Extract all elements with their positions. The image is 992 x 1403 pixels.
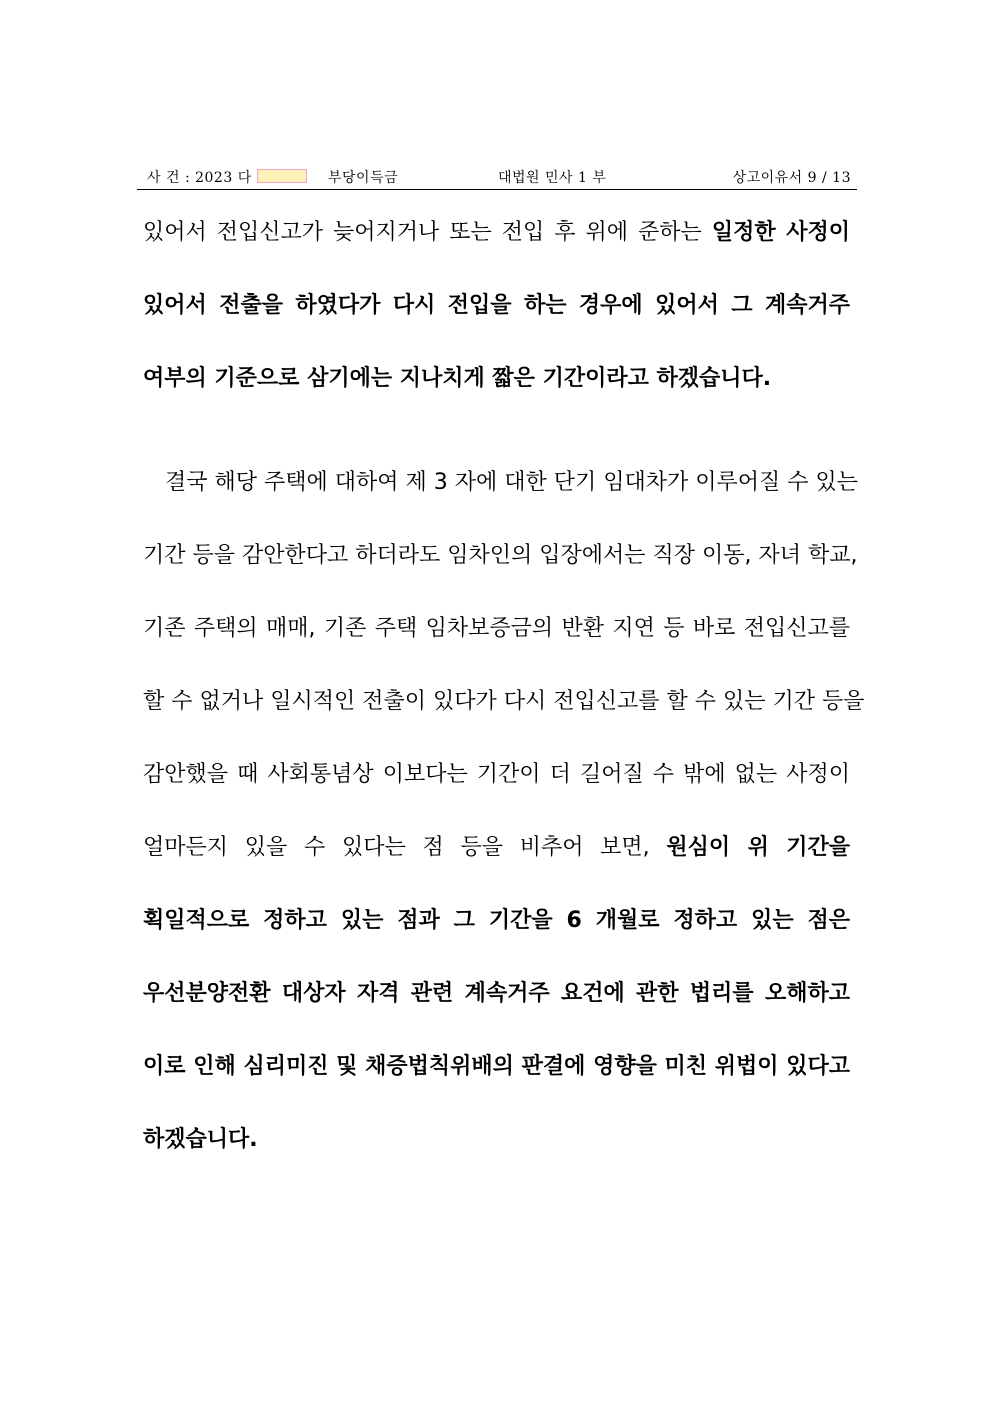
text-run: 기존 주택의 매매, 기존 주택 임차보증금의 반환 지연 등 바로 전입신고를	[143, 616, 850, 641]
paragraph-1-line-1	[143, 218, 850, 248]
paragraph-2-line-1	[143, 468, 858, 498]
text-run: 결국 해당 주택에 대하여 제 3 자에 대한 단기 임대차가 이루어질 수 있는	[165, 470, 858, 495]
paragraph-2-line-3	[143, 614, 850, 644]
paragraph-1-line-3	[143, 364, 850, 394]
bold-text-run: 하겠습니다.	[143, 1127, 258, 1152]
bold-text-run: 이로 인해 심리미진 및 채증법칙위배의 판결에 영향을 미친 위법이 있다고	[143, 1054, 850, 1079]
paragraph-2-line-2	[143, 541, 858, 571]
paragraph-2-line-5	[143, 760, 850, 790]
redacted-case-number	[257, 169, 307, 183]
text-run: 기간 등을 감안한다고 하더라도 임차인의 입장에서는 직장 이동, 자녀 학교,	[143, 543, 858, 568]
paragraph-2-line-8	[143, 979, 850, 1009]
text-run: 감안했을 때 사회통념상 이보다는 기간이 더 길어질 수 밖에 없는 사정이	[143, 762, 850, 787]
bold-text-run: 우선분양전환 대상자 자격 관련 계속거주 요건에 관한 법리를 오해하고	[143, 981, 850, 1006]
text-run: 있어서 전입신고가 늦어지거나 또는 전입 후 위에 준하는	[143, 220, 712, 245]
paragraph-2-line-4	[143, 687, 865, 717]
bold-text-run: 있어서 전출을 하였다가 다시 전입을 하는 경우에 있어서 그 계속거주	[143, 293, 850, 318]
court-name: 대법원 민사 1 부	[498, 170, 607, 186]
bold-text-run: 여부의 기준으로 삼기에는 지나치게 짧은 기간이라고 하겠습니다.	[143, 366, 772, 391]
case-number-label: 사 건 : 2023 다	[147, 170, 252, 186]
paragraph-2-line-10	[143, 1125, 850, 1155]
bold-text-run: 획일적으로 정하고 있는 점과 그 기간을 6 개월로 정하고 있는 점은	[143, 908, 850, 933]
document-page-indicator: 상고이유서 9 / 13	[732, 170, 851, 186]
bold-text-run: 원심이 위 기간을	[666, 835, 850, 860]
text-run: 할 수 없거나 일시적인 전출이 있다가 다시 전입신고를 할 수 있는 기간 등을	[143, 689, 865, 714]
bold-text-run: 일정한 사정이	[711, 220, 850, 245]
case-name: 부당이득금	[328, 170, 399, 186]
page-header	[137, 163, 857, 190]
paragraph-2-line-9	[143, 1052, 850, 1082]
text-run: 얼마든지 있을 수 있다는 점 등을 비추어 보면,	[143, 835, 667, 860]
paragraph-2-line-7	[143, 906, 850, 936]
paragraph-2-line-6	[143, 833, 850, 863]
paragraph-1-line-2	[143, 291, 850, 321]
